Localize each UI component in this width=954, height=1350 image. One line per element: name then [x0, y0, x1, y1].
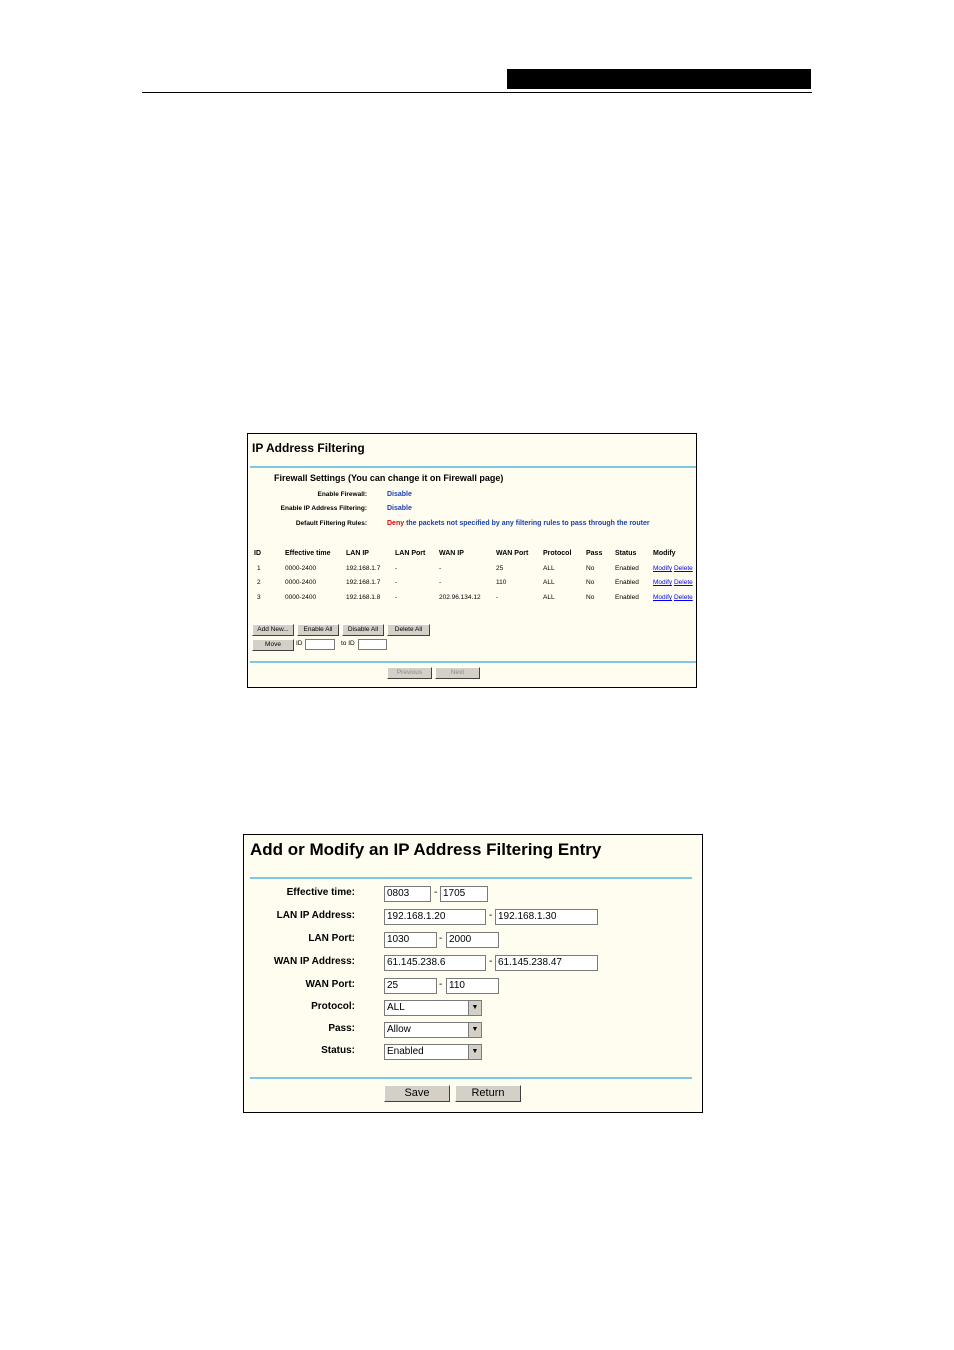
add-modify-entry-panel: [243, 834, 703, 1113]
wan-ip-end-input[interactable]: 61.145.238.47: [495, 955, 598, 971]
cell-id: 2: [257, 579, 261, 586]
cell-pass: No: [586, 565, 595, 572]
wan-port-start-input[interactable]: 25: [384, 978, 437, 994]
cell-wan-ip: 202.96.134.12: [439, 594, 481, 601]
cell-wan-ip: -: [439, 565, 442, 572]
enable-firewall-label: Enable Firewall:: [317, 491, 367, 498]
cell-pass: No: [586, 579, 595, 586]
firewall-settings-heading: Firewall Settings (You can change it on Firewall page): [274, 473, 504, 483]
lan-ip-label: LAN IP Address:: [276, 910, 355, 921]
divider: [250, 1077, 692, 1079]
cell-status: Enabled: [615, 579, 639, 586]
cell-wan-port: -: [496, 594, 499, 601]
range-dash: -: [439, 979, 443, 990]
col-modify: Modify: [653, 550, 676, 557]
divider: [250, 466, 696, 468]
lan-ip-end-input[interactable]: 192.168.1.30: [495, 909, 598, 925]
ip-address-filtering-panel: [247, 433, 697, 688]
deny-text: Deny: [387, 520, 405, 527]
range-dash: -: [489, 956, 493, 967]
lan-port-label: LAN Port:: [308, 933, 355, 944]
pass-select[interactable]: [384, 1022, 482, 1038]
col-pass: Pass: [586, 550, 603, 557]
cell-protocol: ALL: [543, 579, 555, 586]
divider: [250, 661, 696, 663]
rule-text: the packets not specified by any filtering rules to pass through the router: [404, 520, 650, 527]
range-dash: -: [489, 910, 493, 921]
cell-lan-ip: 192.168.1.8: [346, 594, 381, 601]
delete-all-button[interactable]: Delete All: [387, 624, 430, 636]
status-label: Status:: [321, 1045, 355, 1056]
cell-wan-port: 110: [496, 579, 507, 586]
time-start-input[interactable]: 0803: [384, 886, 431, 902]
pass-select-value: Allow: [387, 1024, 411, 1035]
lan-ip-start-input[interactable]: 192.168.1.20: [384, 909, 486, 925]
modify-link[interactable]: Modify: [653, 579, 673, 586]
enable-ip-filtering-label: Enable IP Address Filtering:: [280, 505, 367, 512]
status-select-value: Enabled: [387, 1046, 424, 1057]
delete-link[interactable]: Delete: [673, 579, 693, 586]
enable-ip-filtering-value: Disable: [387, 505, 412, 512]
range-dash: -: [439, 933, 443, 944]
chevron-down-icon: ▼: [468, 1023, 481, 1037]
cell-status: Enabled: [615, 565, 639, 572]
col-protocol: Protocol: [543, 550, 572, 557]
disable-all-button[interactable]: Disable All: [342, 624, 384, 636]
protocol-select[interactable]: [384, 1000, 482, 1016]
cell-pass: No: [586, 594, 595, 601]
pass-label: Pass:: [328, 1023, 355, 1034]
col-effective-time: Effective time: [285, 550, 331, 557]
cell-time: 0000-2400: [285, 565, 317, 572]
time-end-input[interactable]: 1705: [440, 886, 488, 902]
col-id: ID: [254, 550, 261, 557]
cell-id: 1: [257, 565, 261, 572]
wan-ip-start-input[interactable]: 61.145.238.6: [384, 955, 486, 971]
cell-protocol: ALL: [543, 565, 555, 572]
wan-ip-label: WAN IP Address:: [273, 956, 355, 967]
modify-link[interactable]: Modify: [653, 565, 673, 572]
divider: [250, 877, 692, 879]
cell-lan-ip: 192.168.1.7: [346, 565, 381, 572]
status-select[interactable]: [384, 1044, 482, 1060]
move-to-id-label: to ID: [341, 640, 355, 647]
default-filtering-rules-label: Default Filtering Rules:: [295, 520, 367, 527]
protocol-select-value: ALL: [387, 1002, 405, 1013]
page-title: IP Address Filtering: [252, 441, 365, 455]
cell-lan-port: -: [395, 579, 398, 586]
previous-button[interactable]: Previous: [387, 667, 432, 679]
next-button[interactable]: Next: [435, 667, 480, 679]
cell-lan-port: -: [395, 594, 398, 601]
col-wan-port: WAN Port: [496, 550, 529, 557]
cell-lan-port: -: [395, 565, 398, 572]
range-dash: -: [434, 887, 438, 898]
delete-link[interactable]: Delete: [673, 565, 693, 572]
header-bar: [507, 69, 811, 89]
return-button[interactable]: Return: [455, 1085, 521, 1102]
lan-port-end-input[interactable]: 2000: [446, 932, 499, 948]
default-filtering-rules-value: [387, 520, 650, 527]
wan-port-label: WAN Port:: [305, 979, 355, 990]
col-status: Status: [615, 550, 637, 557]
cell-wan-ip: -: [439, 579, 442, 586]
move-button[interactable]: Move: [252, 639, 294, 651]
move-from-id-input[interactable]: [305, 639, 335, 650]
effective-time-label: Effective time:: [286, 887, 355, 898]
cell-status: Enabled: [615, 594, 639, 601]
col-wan-ip: WAN IP: [439, 550, 464, 557]
wan-port-end-input[interactable]: 110: [446, 978, 499, 994]
col-lan-port: LAN Port: [395, 550, 426, 557]
delete-link[interactable]: Delete: [673, 594, 693, 601]
chevron-down-icon: ▼: [468, 1045, 481, 1059]
cell-time: 0000-2400: [285, 594, 317, 601]
cell-protocol: ALL: [543, 594, 555, 601]
cell-lan-ip: 192.168.1.7: [346, 579, 381, 586]
lan-port-start-input[interactable]: 1030: [384, 932, 437, 948]
chevron-down-icon: ▼: [468, 1001, 481, 1015]
col-lan-ip: LAN IP: [346, 550, 369, 557]
enable-firewall-value: Disable: [387, 491, 412, 498]
add-new-button[interactable]: Add New...: [252, 624, 294, 636]
page-title: Add or Modify an IP Address Filtering Entry: [250, 840, 602, 859]
save-button[interactable]: Save: [384, 1085, 450, 1102]
move-to-id-input[interactable]: [358, 639, 387, 650]
protocol-label: Protocol:: [311, 1001, 355, 1012]
move-id-label: ID: [296, 640, 303, 647]
cell-time: 0000-2400: [285, 579, 317, 586]
header-rule: [142, 92, 812, 93]
cell-id: 3: [257, 594, 261, 601]
cell-wan-port: 25: [496, 565, 504, 572]
modify-link[interactable]: Modify: [653, 594, 673, 601]
enable-all-button[interactable]: Enable All: [297, 624, 339, 636]
